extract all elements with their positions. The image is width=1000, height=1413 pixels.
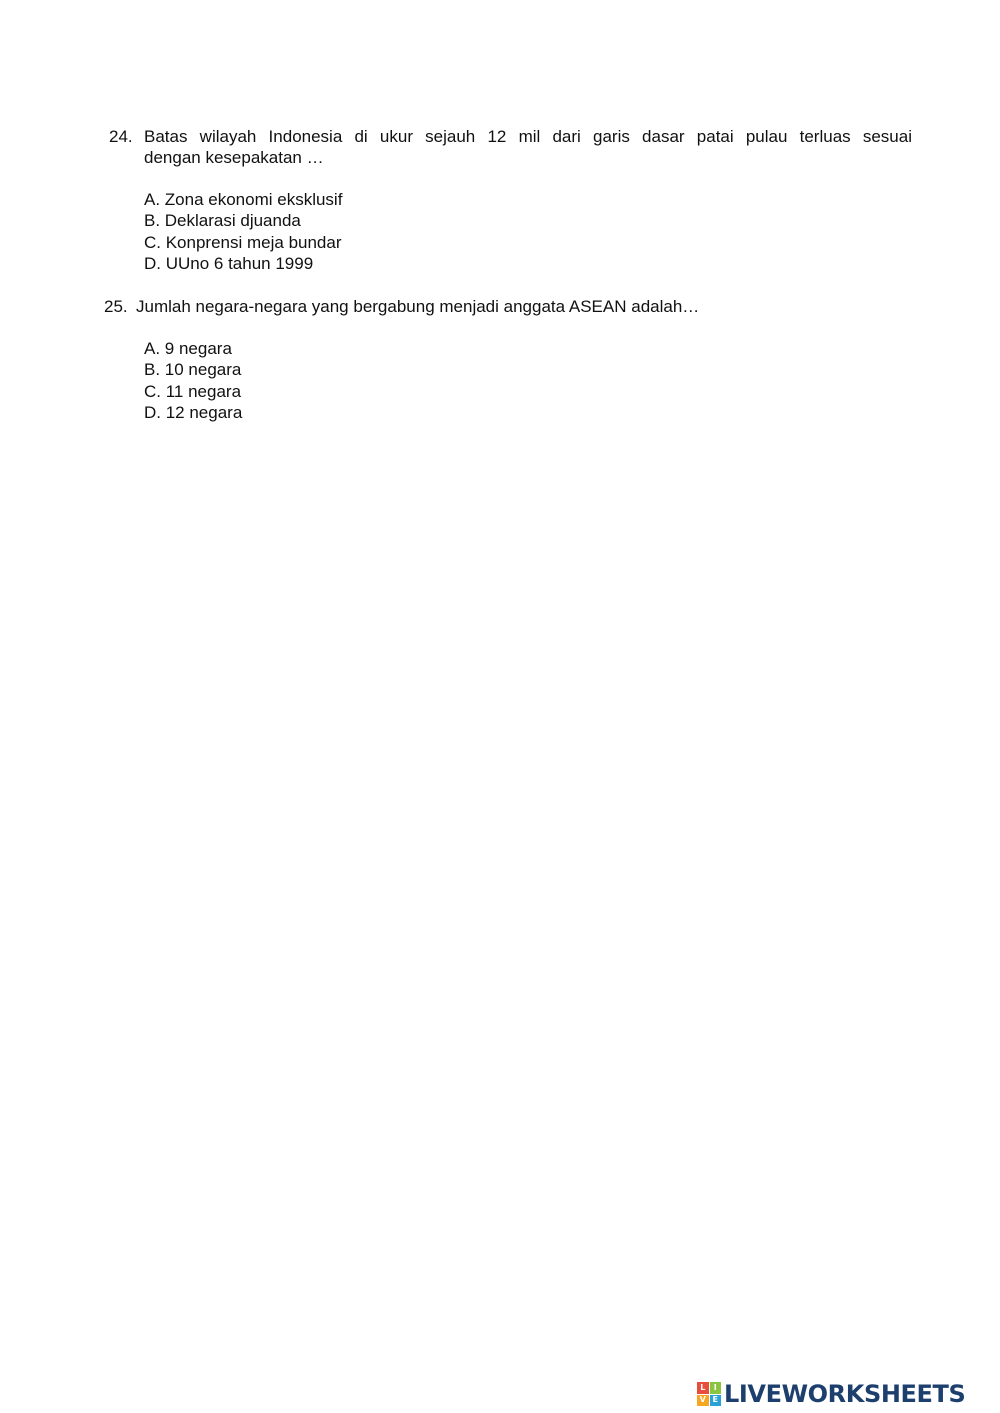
question-24-options — [144, 189, 342, 274]
liveworksheets-logo — [697, 1380, 965, 1408]
liveworksheets-logo-text: LIVEWORKSHEETS — [724, 1380, 966, 1408]
question-25-options — [144, 338, 242, 423]
question-24-text-line2: dengan kesepakatan … — [144, 148, 324, 167]
option-24-d: D. UUno 6 tahun 1999 — [144, 253, 314, 273]
logo-mark-e: E — [710, 1395, 722, 1407]
question-24-text — [144, 126, 912, 168]
question-24-number: 24. — [109, 127, 133, 146]
option-24-a: A. Zona ekonomi eksklusif — [144, 190, 343, 209]
logo-mark-i: I — [710, 1382, 722, 1394]
question-25-number: 25. — [104, 297, 128, 316]
option-25-a: A. 9 negara — [144, 339, 232, 358]
liveworksheets-logo-mark — [697, 1382, 721, 1406]
logo-mark-v: V — [697, 1395, 709, 1407]
logo-mark-l: L — [697, 1382, 709, 1394]
question-24-text-line1: Batas wilayah Indonesia di ukur sejauh 12 mil dari garis dasar patai pulau terluas sesuai — [144, 127, 912, 146]
question-25-text: Jumlah negara-negara yang bergabung menjadi anggata ASEAN adalah… — [136, 297, 700, 316]
option-24-c: C. Konprensi meja bundar — [144, 232, 342, 252]
option-25-d: D. 12 negara — [144, 402, 243, 422]
option-24-b: B. Deklarasi djuanda — [144, 211, 301, 231]
option-25-b: B. 10 negara — [144, 360, 242, 380]
option-25-c: C. 11 negara — [144, 381, 242, 401]
